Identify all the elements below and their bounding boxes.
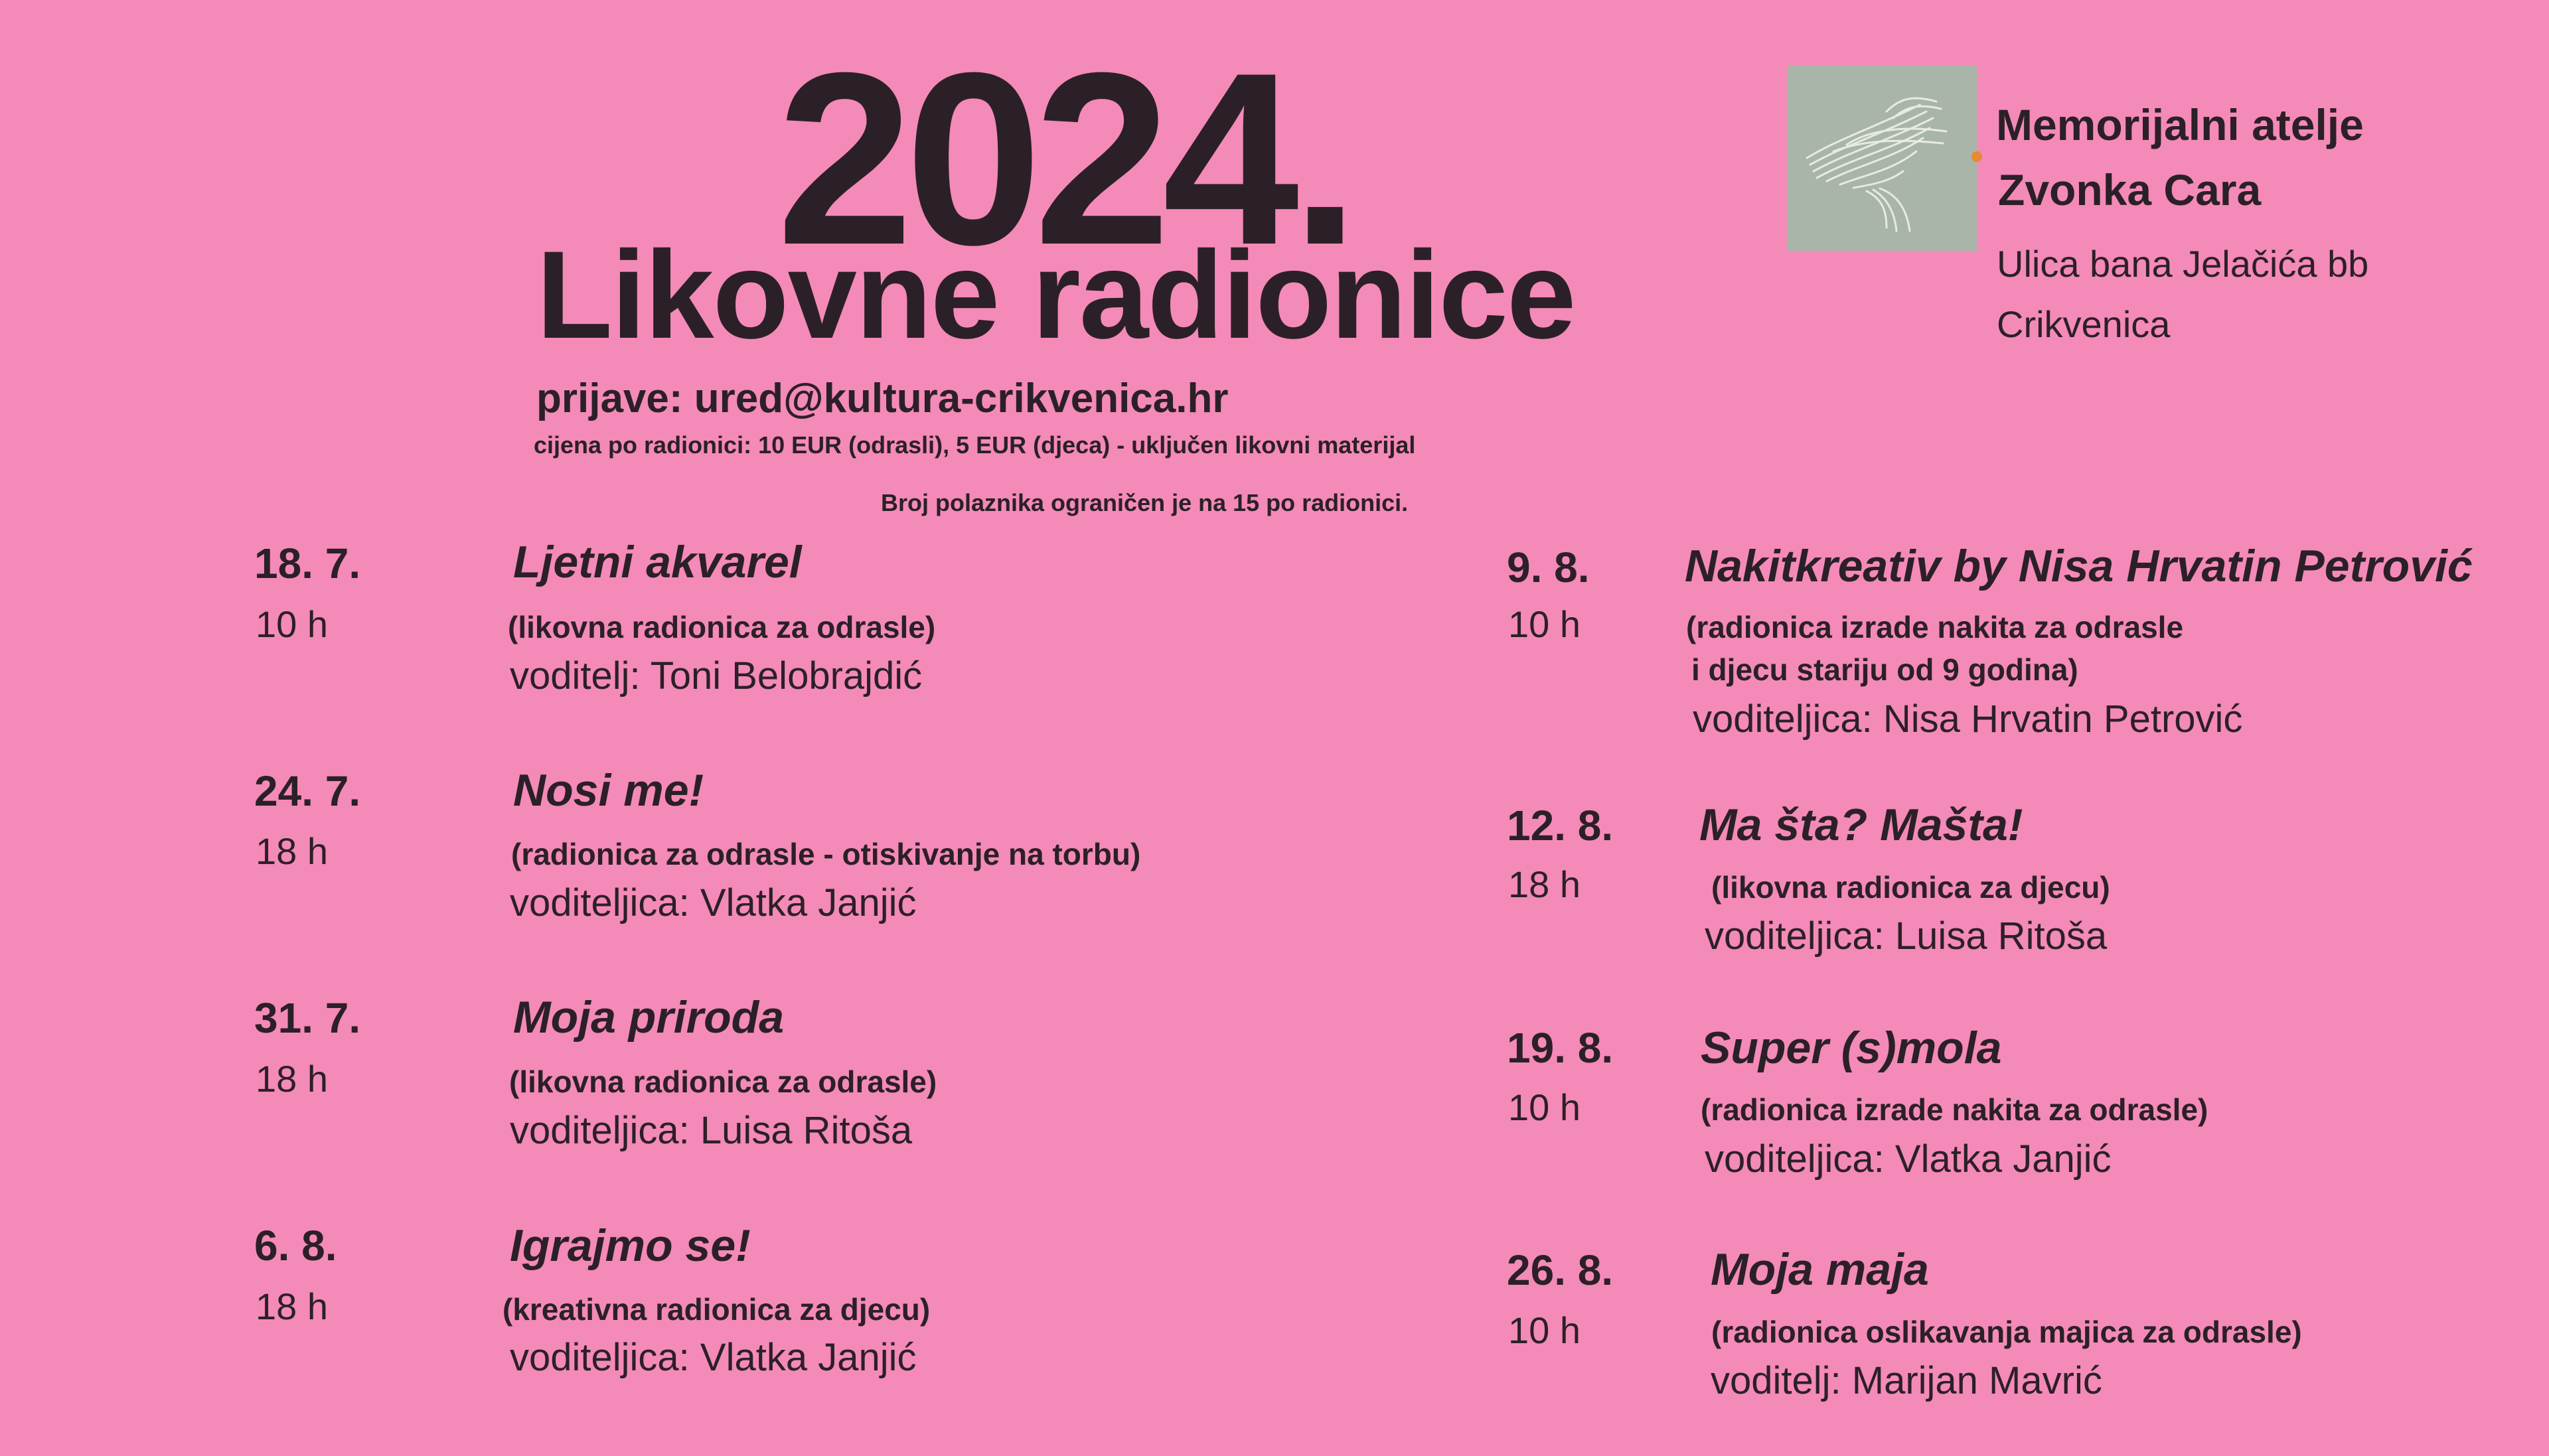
workshop-date: 6. 8. <box>254 1222 337 1270</box>
year-heading: 2024. <box>777 22 1352 296</box>
workshop-date: 26. 8. <box>1507 1246 1614 1294</box>
venue-name-line2: Zvonka Cara <box>1998 165 2262 214</box>
workshop-title: Moja maja <box>1711 1244 1929 1295</box>
workshop-date: 31. 7. <box>254 994 361 1042</box>
workshop-leader: voditeljica: Vlatka Janjić <box>1705 1137 2112 1181</box>
workshop-description-cont: i djecu stariju od 9 godina) <box>1691 652 2078 687</box>
workshop-leader: voditeljica: Nisa Hrvatin Petrović <box>1693 697 2243 741</box>
workshop-time: 18 h <box>256 1058 328 1100</box>
workshop-description: (radionica izrade nakita za odrasle <box>1686 610 2184 644</box>
logo-dot <box>1971 151 1982 162</box>
workshop-title: Nakitkreativ by Nisa Hrvatin Petrović <box>1685 541 2473 591</box>
workshop-description: (radionica izrade nakita za odrasle) <box>1701 1092 2208 1127</box>
workshop-title: Nosi me! <box>513 765 704 816</box>
workshop-time: 10 h <box>256 603 328 645</box>
venue-name-line1: Memorijalni atelje <box>1996 100 2364 149</box>
workshop-title: Moja priroda <box>513 992 785 1043</box>
workshop-date: 18. 7. <box>254 540 361 587</box>
workshop-time: 18 h <box>256 830 328 872</box>
workshop-description: (radionica za odrasle - otiskivanje na torbu) <box>511 837 1141 871</box>
workshop-leader: voditelj: Toni Belobrajdić <box>510 654 923 697</box>
page-title: Likovne radionice <box>536 225 1575 364</box>
workshop-time: 10 h <box>1508 603 1581 645</box>
venue-address-line2: Crikvenica <box>1997 303 2171 345</box>
price-info: cijena po radionici: 10 EUR (odrasli), 5 EUR (djeca) - uključen likovni materijal <box>534 431 1416 459</box>
venue-address-line1: Ulica bana Jelačića bb <box>1997 243 2369 285</box>
workshop-description: (likovna radionica za djecu) <box>1711 870 2110 905</box>
workshop-leader: voditeljica: Vlatka Janjić <box>510 1336 917 1379</box>
workshop-leader: voditelj: Marijan Mavrić <box>1711 1359 2102 1402</box>
workshop-time: 10 h <box>1508 1086 1581 1128</box>
participant-limit: Broj polaznika ograničen je na 15 po radionici. <box>881 489 1409 516</box>
workshop-time: 18 h <box>1508 863 1581 905</box>
workshop-date: 19. 8. <box>1507 1024 1614 1072</box>
workshop-description: (kreativna radionica za djecu) <box>502 1292 931 1327</box>
bird-sketch-icon <box>1787 65 1977 251</box>
workshop-description: (likovna radionica za odrasle) <box>509 1064 937 1099</box>
workshop-title: Ma šta? Mašta! <box>1699 800 2023 850</box>
workshop-description: (likovna radionica za odrasle) <box>508 610 936 644</box>
workshop-date: 24. 7. <box>254 767 361 815</box>
workshop-time: 18 h <box>256 1285 328 1327</box>
workshop-date: 12. 8. <box>1507 802 1614 849</box>
workshop-title: Super (s)mola <box>1701 1023 2002 1073</box>
workshop-title: Ljetni akvarel <box>513 537 802 587</box>
registration-email: prijave: ured@kultura-crikvenica.hr <box>536 376 1229 421</box>
workshop-description: (radionica oslikavanja majica za odrasle) <box>1711 1315 2302 1349</box>
workshop-title: Igrajmo se! <box>510 1220 751 1271</box>
workshop-leader: voditeljica: Vlatka Janjić <box>510 881 917 924</box>
workshop-leader: voditeljica: Luisa Ritoša <box>510 1109 913 1152</box>
workshop-leader: voditeljica: Luisa Ritoša <box>1705 914 2108 958</box>
workshop-time: 10 h <box>1508 1309 1581 1351</box>
workshop-date: 9. 8. <box>1507 544 1590 591</box>
